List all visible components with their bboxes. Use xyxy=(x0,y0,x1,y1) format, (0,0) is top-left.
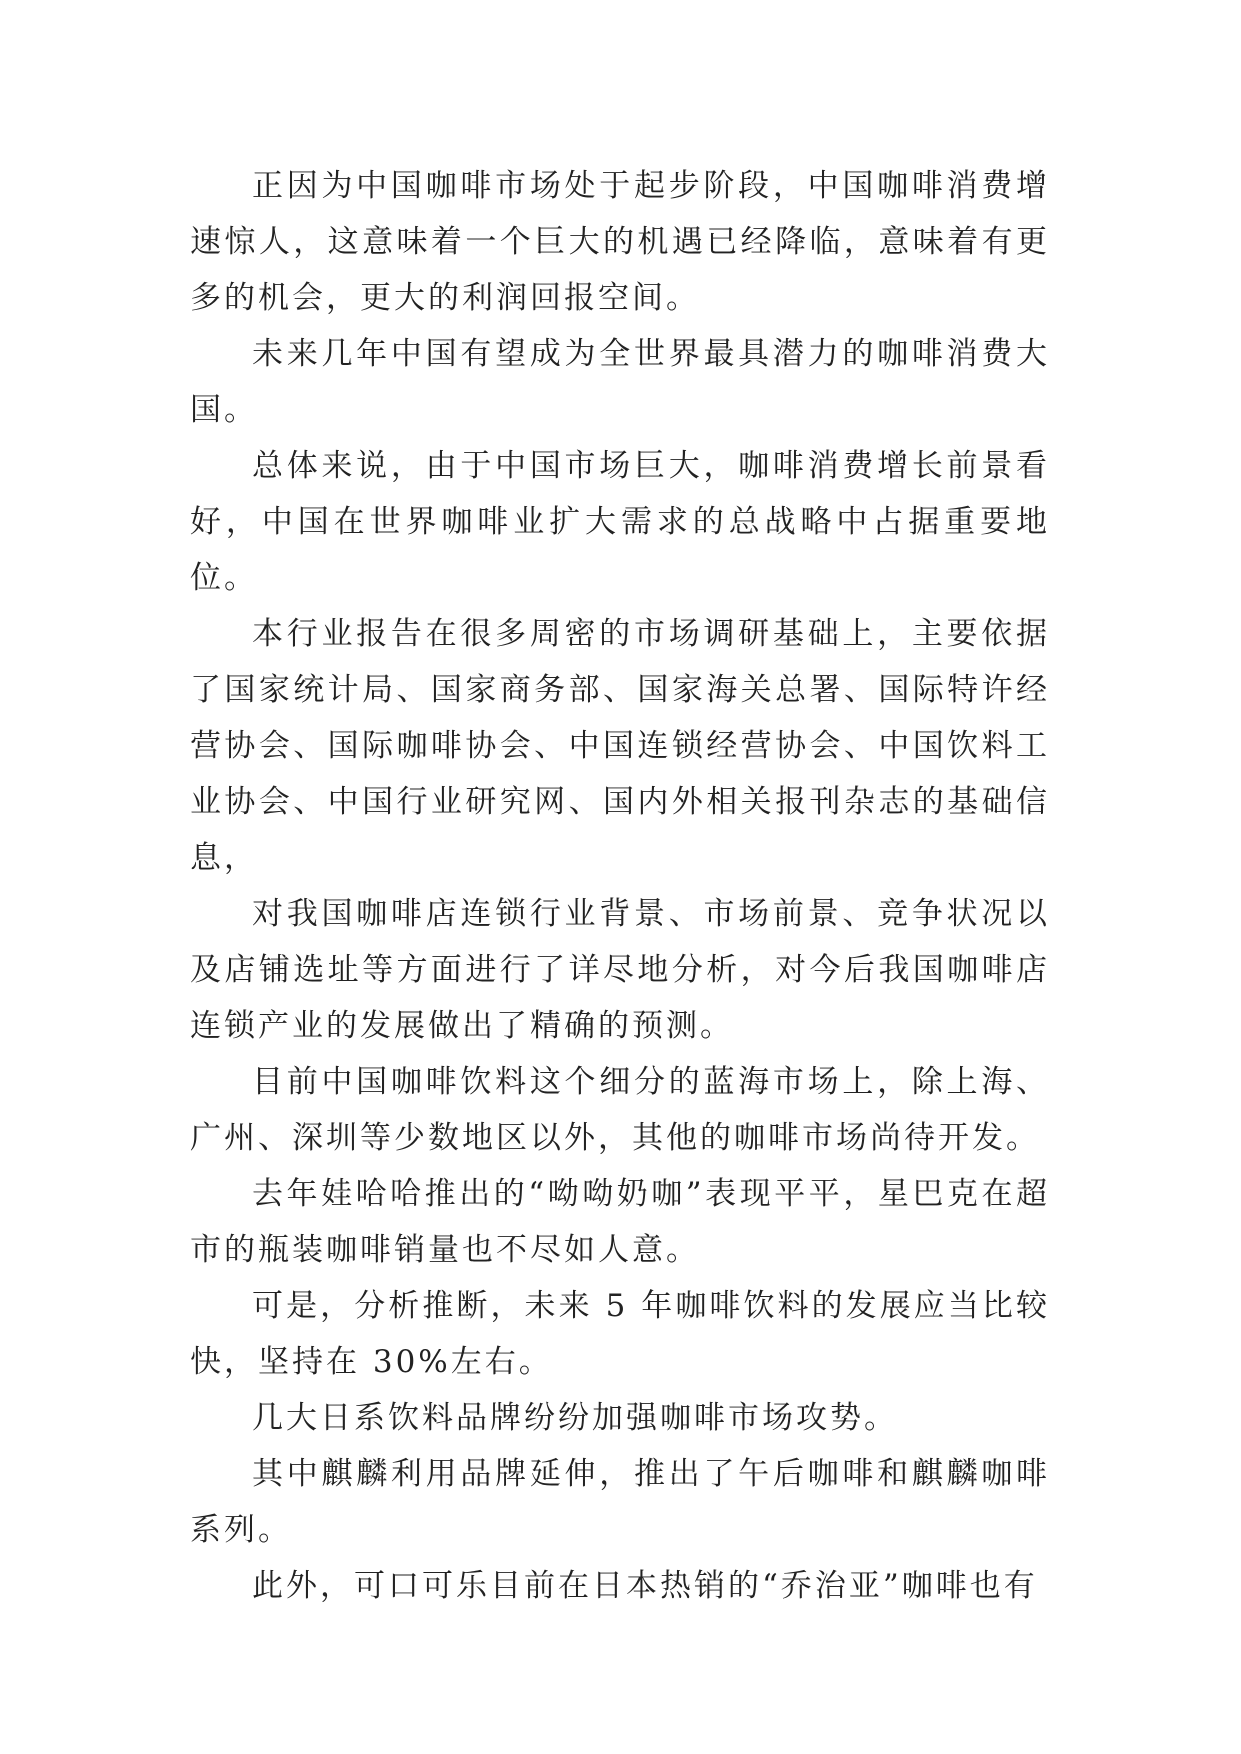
paragraph: 未来几年中国有望成为全世界最具潜力的咖啡消费大国。 xyxy=(190,336,1050,428)
document-body xyxy=(190,158,1050,1614)
paragraph: 此外，可口可乐目前在日本热销的“乔治亚”咖啡也有 xyxy=(252,1568,1038,1604)
paragraph: 目前中国咖啡饮料这个细分的蓝海市场上，除上海、广州、深圳等少数地区以外，其他的咖啡市场尚待开发。 xyxy=(190,1064,1050,1156)
paragraph: 去年娃哈哈推出的“呦呦奶咖”表现平平，星巴克在超市的瓶装咖啡销量也不尽如人意。 xyxy=(190,1176,1050,1268)
paragraph: 其中麒麟利用品牌延伸，推出了午后咖啡和麒麟咖啡系列。 xyxy=(190,1456,1050,1548)
paragraph: 几大日系饮料品牌纷纷加强咖啡市场攻势。 xyxy=(252,1400,898,1436)
paragraph: 正因为中国咖啡市场处于起步阶段，中国咖啡消费增速惊人，这意味着一个巨大的机遇已经降临，意味着有更多的机会，更大的利润回报空间。 xyxy=(190,168,1050,316)
paragraph: 本行业报告在很多周密的市场调研基础上，主要依据了国家统计局、国家商务部、国家海关总署、国际特许经营协会、国际咖啡协会、中国连锁经营协会、中国饮料工业协会、中国行业研究网、国内外相关报刊杂志的基础信息， xyxy=(190,616,1050,876)
paragraph: 总体来说，由于中国市场巨大，咖啡消费增长前景看好，中国在世界咖啡业扩大需求的总战略中占据重要地位。 xyxy=(190,448,1050,596)
paragraph: 可是，分析推断，未来 5 年咖啡饮料的发展应当比较快，坚持在 30%左右。 xyxy=(190,1288,1050,1380)
paragraph: 对我国咖啡店连锁行业背景、市场前景、竞争状况以及店铺选址等方面进行了详尽地分析，对今后我国咖啡店连锁产业的发展做出了精确的预测。 xyxy=(190,896,1050,1044)
